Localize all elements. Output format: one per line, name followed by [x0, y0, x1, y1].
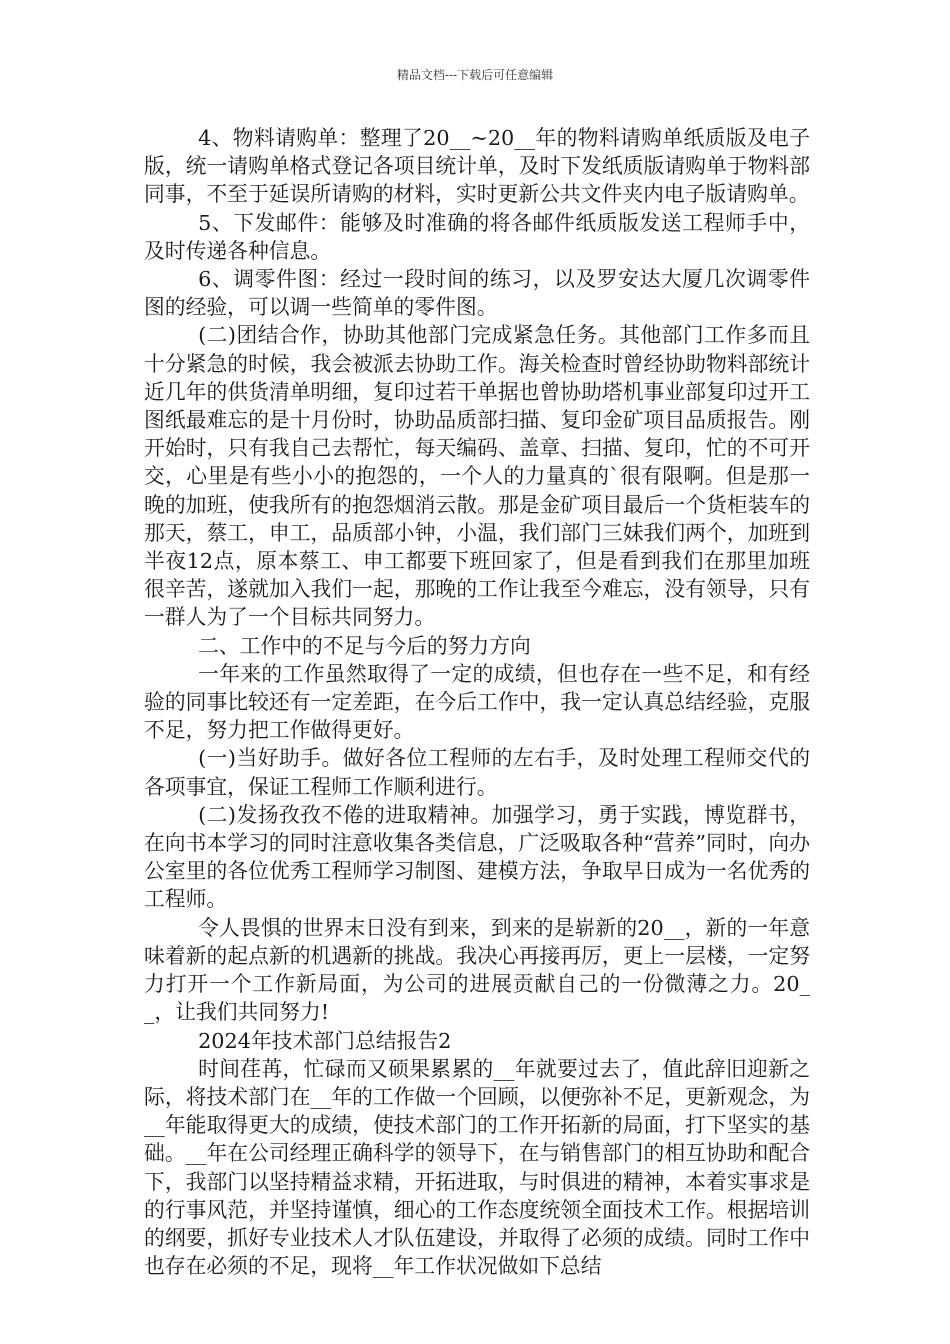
paragraph-good-assistant: (一)当好助手。做好各位工程师的左右手，及时处理工程师交代的各项事宜，保证工程师工作顺利进行。 — [144, 746, 810, 799]
page-header: 精品文档---下载后可任意编辑 — [396, 68, 554, 82]
section-heading-report-2: 2024年技术部门总结报告2 — [198, 1028, 452, 1053]
paragraph-new-year: 令人畏惧的世界末日没有到来，到来的是崭新的20__，新的一年意味着新的起点新的机遇新的挑战。我决心再接再厉，更上一层楼，一定努力打开一个工作新局面，为公司的进展贡献自己的一份微薄之力。20__，让我们共同努力! — [144, 915, 810, 1025]
paragraph-send-email: 5、下发邮件：能够及时准确的将各邮件纸质版发送工程师手中，及时传递各种信息。 — [144, 210, 810, 263]
paragraph-year-summary: 一年来的工作虽然取得了一定的成绩，但也存在一些不足，和有经验的同事比较还有一定差距，在今后工作中，我一定认真总结经验，克服不足，努力把工作做得更好。 — [144, 661, 810, 743]
paragraph-parts-drawing: 6、调零件图：经过一段时间的练习，以及罗安达大厦几次调零件图的经验，可以调一些简单的零件图。 — [144, 267, 810, 320]
paragraph-teamwork: (二)团结合作，协助其他部门完成紧急任务。其他部门工作多而且十分紧急的时候，我会被派去协助工作。海关检查时曾经协助物料部统计近几年的供货清单明细，复印过若干单据也曾协助塔机事业部复印过开工图纸最难忘的是十月份时，协助品质部扫描、复印金矿项目品质报告。刚开始时，只有我自己去帮忙，每天编码、盖章、扫描、复印，忙的不可开交，心里是有些小小的抱怨的，一个人的力量真的`很有限啊。但是那一晚的加班，使我所有的抱怨烟消云散。那是金矿项目最后一个货柜装车的那天，蔡工，申工，品质部小钟，小温，我们部门三妹我们两个，加班到半夜12点，原本蔡工、申工都要下班回家了，但是看到我们在那里加班很辛苦，遂就加入我们一起，那晚的工作让我至今难忘，没有领导，只有一群人为了一个目标共同努力。 — [144, 323, 810, 630]
paragraph-tech-dept-review: 时间荏苒，忙碌而又硕果累累的__年就要过去了，值此辞旧迎新之际，将技术部门在__年的工作做一个回顾，以便弥补不足，更新观念，为__年能取得更大的成绩，使技术部门的工作开拓新的局面，打下坚实的基础。__年在公司经理正确科学的领导下，在与销售部门的相互协助和配合下，我部门以坚持精益求精，开拓进取，与时俱进的精神，本着实事求是的行事风范，并坚持谨慎，细心的工作态度统领全面技术工作。根据培训的纲要，抓好专业技术人才队伍建设，并取得了必须的成绩。同时工作中也存在必须的不足，现将__年工作状况做如下总结 — [144, 1056, 810, 1279]
paragraph-enterprising-spirit: (二)发扬孜孜不倦的进取精神。加强学习，勇于实践，博览群书，在向书本学习的同时注意收集各类信息，广泛吸取各种“营养”同时，向办公室里的各位优秀工程师学习制图、建模方法，争取早日成为一名优秀的工程师。 — [144, 802, 810, 912]
paragraph-material-purchase: 4、物料请购单：整理了20__~20__年的物料请购单纸质版及电子版，统一请购单格式登记各项目统计单，及时下发纸质版请购单于物料部同事，不至于延误所请购的材料，实时更新公共文件夹内电子版请购单。 — [144, 126, 810, 207]
section-heading-shortcomings: 二、工作中的不足与今后的努力方向 — [198, 633, 531, 658]
document-body — [144, 124, 810, 1280]
